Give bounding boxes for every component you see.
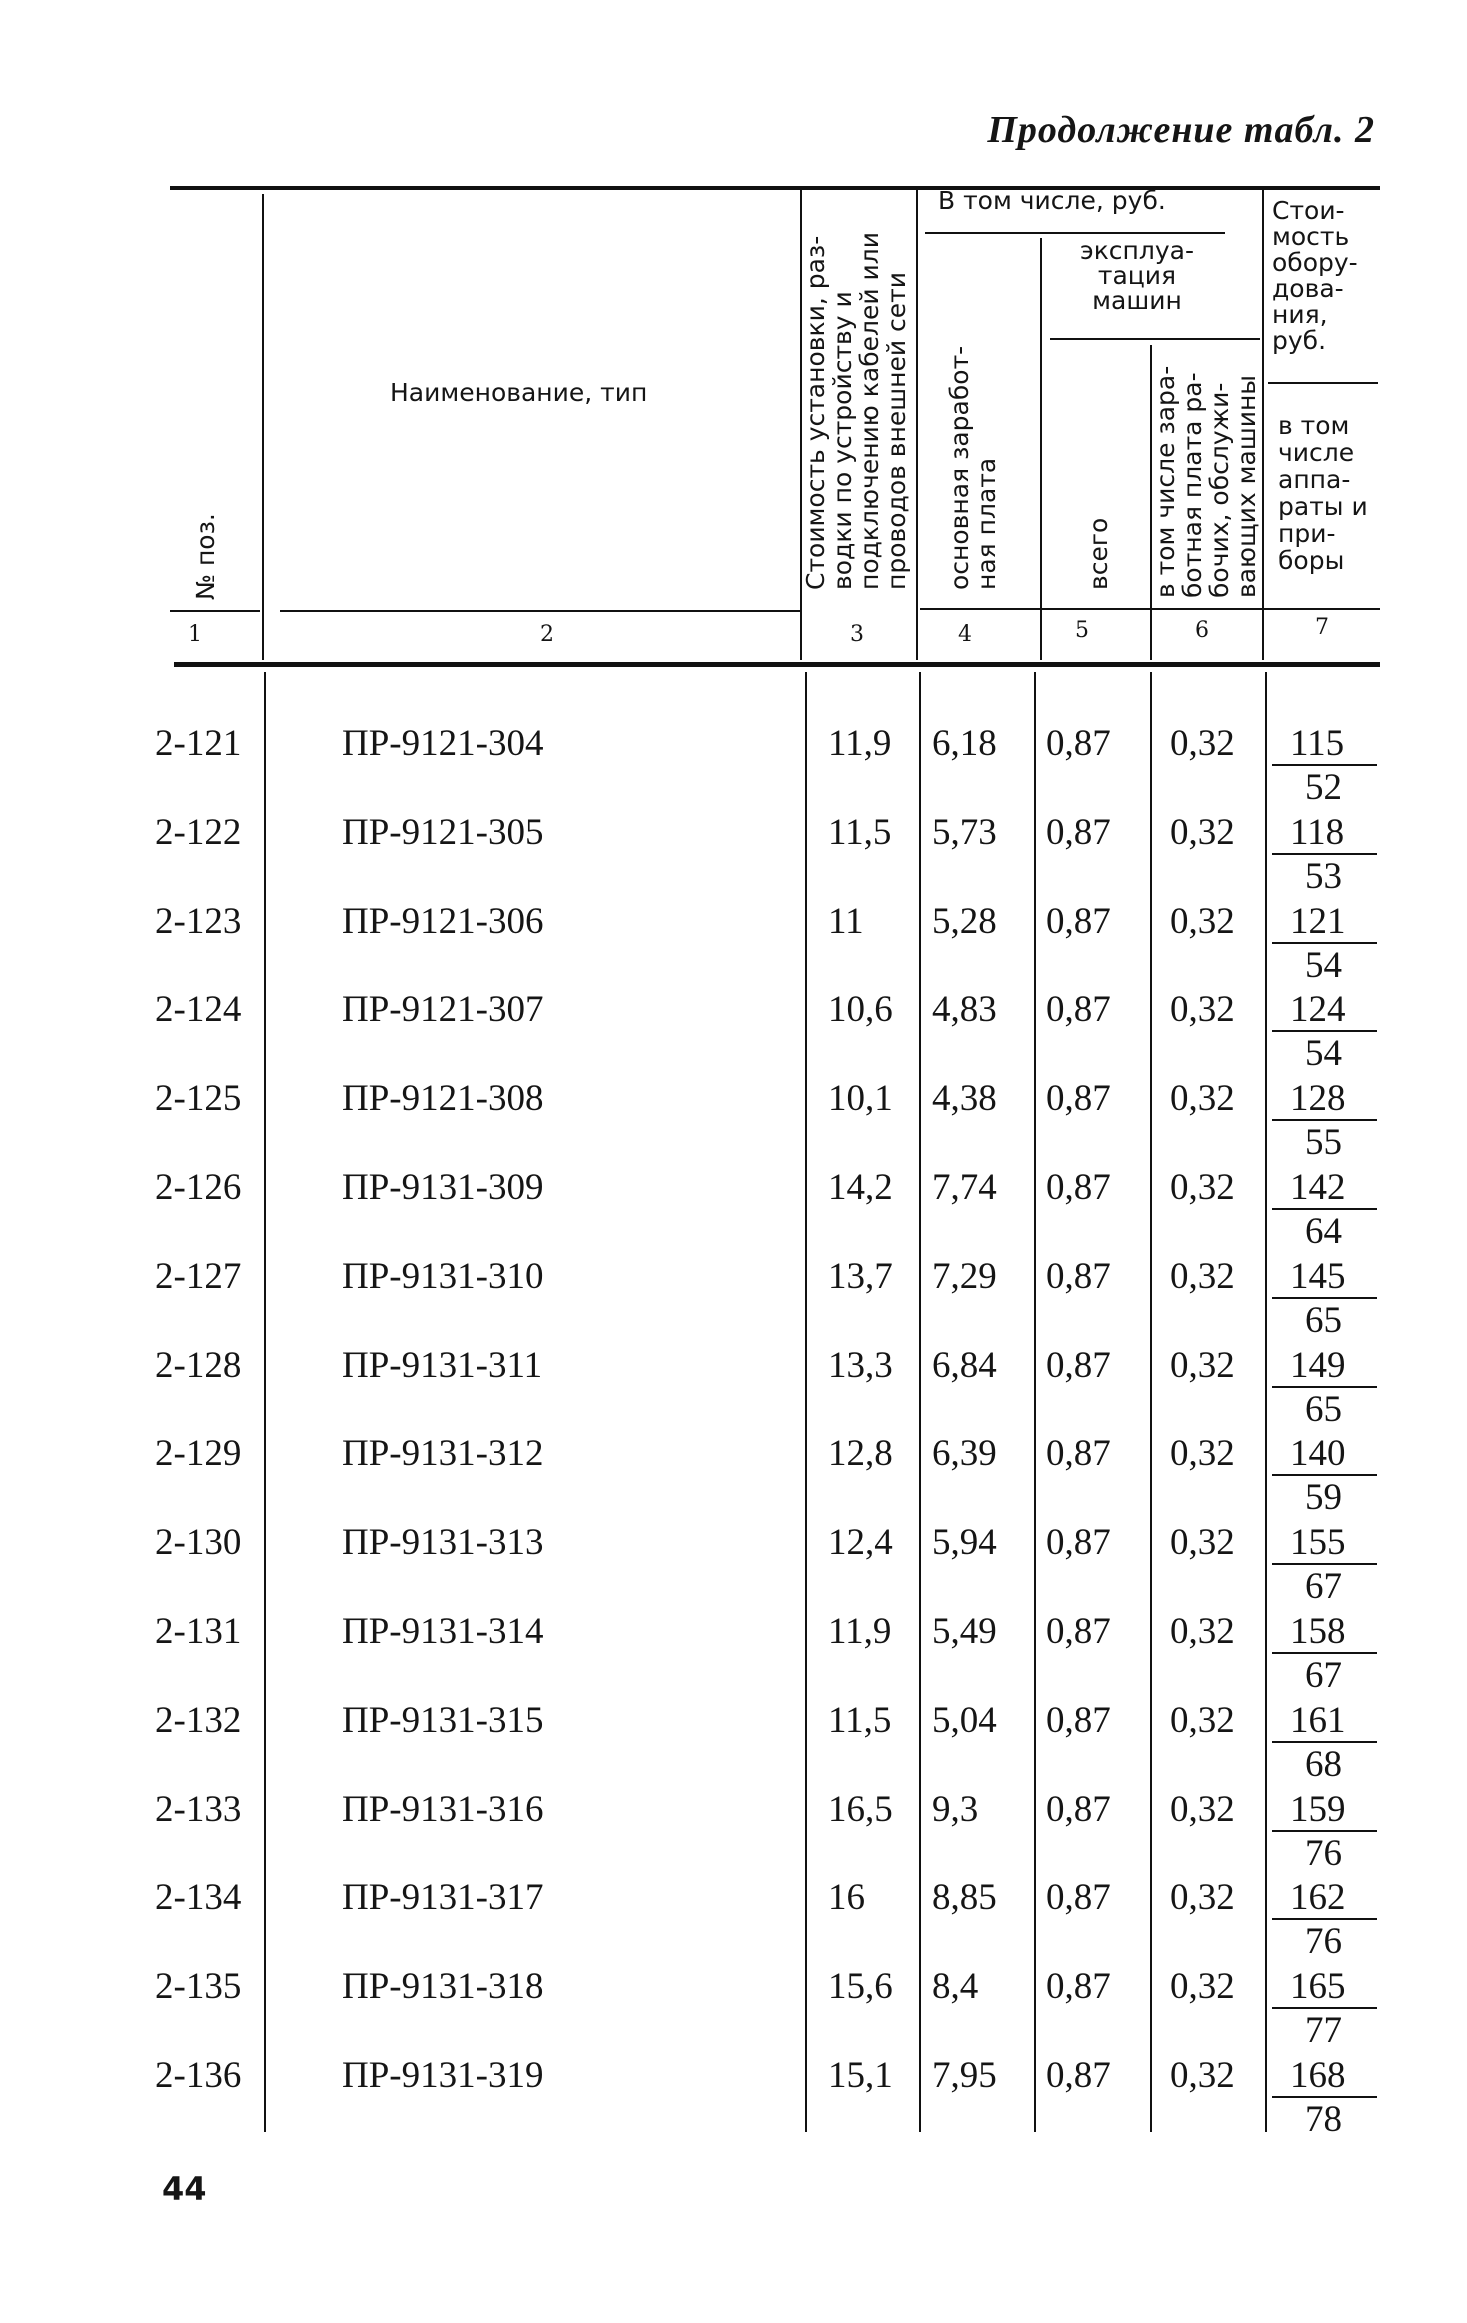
row-equipment-cost: 140: [1290, 1433, 1346, 1474]
row-pos: 2-124: [155, 989, 242, 1030]
row-devices-cost: 64: [1305, 1211, 1342, 1252]
row-pos: 2-129: [155, 1433, 242, 1474]
header-col7-bottom: в том числе аппа- раты и при- боры: [1278, 411, 1368, 575]
header-col1: № поз.: [191, 513, 220, 600]
row-machines-total: 0,87: [1046, 989, 1111, 1030]
row-machines-total: 0,87: [1046, 1078, 1111, 1119]
row-pos: 2-128: [155, 1345, 242, 1386]
row-name: ПР-9131-319: [342, 2055, 544, 2096]
col-number-6: 6: [1195, 618, 1209, 643]
row-machines-salary: 0,32: [1170, 2055, 1235, 2096]
row-machines-total: 0,87: [1046, 1345, 1111, 1386]
col-number-7: 7: [1315, 615, 1329, 640]
row-name: ПР-9121-305: [342, 812, 544, 853]
row-install-cost: 14,2: [828, 1167, 893, 1208]
row-install-cost: 16: [828, 1877, 865, 1918]
row-machines-salary: 0,32: [1170, 1345, 1235, 1386]
row-devices-cost: 59: [1305, 1477, 1342, 1518]
row-equipment-cost: 115: [1290, 723, 1345, 764]
row-pos: 2-133: [155, 1789, 242, 1830]
row-equipment-cost: 118: [1290, 812, 1345, 853]
row-devices-cost: 67: [1305, 1566, 1342, 1607]
row-machines-total: 0,87: [1046, 1433, 1111, 1474]
body-vline-6: [1265, 672, 1267, 2132]
row-install-cost: 16,5: [828, 1789, 893, 1830]
row-machines-salary: 0,32: [1170, 723, 1235, 764]
row-name: ПР-9131-311: [342, 1345, 543, 1386]
row-base-salary: 8,85: [932, 1877, 997, 1918]
page-number: 44: [162, 2170, 207, 2208]
row-devices-cost: 65: [1305, 1300, 1342, 1341]
row-install-cost: 11,9: [828, 1611, 892, 1652]
row-base-salary: 6,39: [932, 1433, 997, 1474]
row-base-salary: 5,28: [932, 901, 997, 942]
row-devices-cost: 65: [1305, 1389, 1342, 1430]
header-col7-top: Стои- мость обору- дова- ния, руб.: [1272, 196, 1358, 355]
col-number-3: 3: [850, 622, 864, 647]
row-devices-cost: 78: [1305, 2099, 1342, 2140]
row-pos: 2-125: [155, 1078, 242, 1119]
row-pos: 2-131: [155, 1611, 242, 1652]
row-devices-cost: 76: [1305, 1921, 1342, 1962]
row-pos: 2-132: [155, 1700, 242, 1741]
row-machines-salary: 0,32: [1170, 812, 1235, 853]
header-vline-1: [262, 194, 264, 660]
row-devices-cost: 54: [1305, 945, 1342, 986]
row-equipment-cost: 145: [1290, 1256, 1346, 1297]
row-devices-cost: 53: [1305, 856, 1342, 897]
colnum-top-rule-left: [170, 610, 260, 612]
header-vline-3: [916, 186, 918, 660]
header-exploit-label: эксплуа- тация машин: [1079, 236, 1195, 315]
row-base-salary: 6,18: [932, 723, 997, 764]
row-equipment-cost: 155: [1290, 1522, 1346, 1563]
row-base-salary: 6,84: [932, 1345, 997, 1386]
row-equipment-cost: 142: [1290, 1167, 1346, 1208]
row-name: ПР-9121-307: [342, 989, 544, 1030]
row-machines-total: 0,87: [1046, 1256, 1111, 1297]
body-vline-2: [805, 672, 807, 2132]
row-machines-salary: 0,32: [1170, 1078, 1235, 1119]
row-base-salary: 4,83: [932, 989, 997, 1030]
colnum-top-rule: [280, 610, 800, 612]
header-col2: Наименование, тип: [390, 378, 648, 407]
row-machines-total: 0,87: [1046, 1167, 1111, 1208]
row-install-cost: 15,6: [828, 1966, 893, 2007]
row-install-cost: 12,8: [828, 1433, 893, 1474]
row-install-cost: 11: [828, 901, 864, 942]
row-name: ПР-9131-318: [342, 1966, 544, 2007]
row-devices-cost: 52: [1305, 767, 1342, 808]
header-group-label: В том числе, руб.: [938, 186, 1166, 215]
row-machines-salary: 0,32: [1170, 1611, 1235, 1652]
row-install-cost: 15,1: [828, 2055, 893, 2096]
row-machines-total: 0,87: [1046, 812, 1111, 853]
row-install-cost: 11,5: [828, 812, 892, 853]
row-pos: 2-136: [155, 2055, 242, 2096]
row-equipment-cost: 121: [1290, 901, 1346, 942]
body-vline-4: [1034, 672, 1036, 2132]
row-machines-salary: 0,32: [1170, 1789, 1235, 1830]
col7-divider: [1268, 382, 1378, 384]
body-vline-3: [919, 672, 921, 2132]
col-number-1: 1: [188, 622, 202, 647]
row-pos: 2-127: [155, 1256, 242, 1297]
row-devices-cost: 77: [1305, 2010, 1342, 2051]
body-vline-5: [1150, 672, 1152, 2132]
row-base-salary: 5,49: [932, 1611, 997, 1652]
row-machines-salary: 0,32: [1170, 1700, 1235, 1741]
row-pos: 2-122: [155, 812, 242, 853]
header-col6: в том числе зара- ботная плата ра- бочих, обслужи- вающих машины: [1151, 365, 1261, 598]
header-col5: всего: [1084, 517, 1113, 590]
header-vline-4: [1040, 238, 1042, 660]
row-install-cost: 13,3: [828, 1345, 893, 1386]
row-devices-cost: 55: [1305, 1122, 1342, 1163]
row-pos: 2-134: [155, 1877, 242, 1918]
col-number-2: 2: [540, 622, 554, 647]
row-pos: 2-130: [155, 1522, 242, 1563]
table-top-rule: [170, 186, 1380, 190]
row-name: ПР-9131-317: [342, 1877, 544, 1918]
row-name: ПР-9121-308: [342, 1078, 544, 1119]
header-bottom-rule: [174, 662, 1380, 667]
row-name: ПР-9131-314: [342, 1611, 544, 1652]
row-machines-total: 0,87: [1046, 1877, 1111, 1918]
row-base-salary: 7,29: [932, 1256, 997, 1297]
col-number-4: 4: [958, 622, 972, 647]
row-machines-salary: 0,32: [1170, 1877, 1235, 1918]
row-name: ПР-9131-316: [342, 1789, 544, 1830]
row-equipment-cost: 149: [1290, 1345, 1346, 1386]
row-machines-total: 0,87: [1046, 2055, 1111, 2096]
row-base-salary: 7,95: [932, 2055, 997, 2096]
row-equipment-cost: 161: [1290, 1700, 1346, 1741]
row-machines-salary: 0,32: [1170, 1966, 1235, 2007]
row-base-salary: 5,04: [932, 1700, 997, 1741]
row-pos: 2-123: [155, 901, 242, 942]
row-name: ПР-9131-313: [342, 1522, 544, 1563]
page-title: Продолжение табл. 2: [987, 109, 1375, 151]
exploit-underline: [1050, 338, 1260, 340]
row-machines-salary: 0,32: [1170, 901, 1235, 942]
row-name: ПР-9131-315: [342, 1700, 544, 1741]
row-install-cost: 11,9: [828, 723, 892, 764]
row-name: ПР-9131-310: [342, 1256, 544, 1297]
header-vline-6: [1262, 186, 1264, 660]
row-name: ПР-9121-306: [342, 901, 544, 942]
row-machines-total: 0,87: [1046, 1522, 1111, 1563]
body-vline-1: [264, 672, 266, 2132]
row-machines-total: 0,87: [1046, 723, 1111, 764]
row-equipment-cost: 165: [1290, 1966, 1346, 2007]
row-install-cost: 13,7: [828, 1256, 893, 1297]
row-base-salary: 4,38: [932, 1078, 997, 1119]
row-install-cost: 10,1: [828, 1078, 893, 1119]
row-name: ПР-9121-304: [342, 723, 544, 764]
row-devices-cost: 68: [1305, 1744, 1342, 1785]
row-base-salary: 9,3: [932, 1789, 979, 1830]
row-pos: 2-121: [155, 723, 242, 764]
group-underline: [925, 232, 1225, 234]
row-machines-total: 0,87: [1046, 1700, 1111, 1741]
row-name: ПР-9131-309: [342, 1167, 544, 1208]
row-devices-cost: 67: [1305, 1655, 1342, 1696]
row-machines-total: 0,87: [1046, 1789, 1111, 1830]
row-devices-cost: 76: [1305, 1833, 1342, 1874]
row-base-salary: 5,94: [932, 1522, 997, 1563]
row-machines-salary: 0,32: [1170, 1522, 1235, 1563]
row-machines-total: 0,87: [1046, 1611, 1111, 1652]
col-number-5: 5: [1075, 618, 1089, 643]
row-machines-salary: 0,32: [1170, 1256, 1235, 1297]
row-base-salary: 8,4: [932, 1966, 979, 2007]
row-machines-salary: 0,32: [1170, 989, 1235, 1030]
row-machines-total: 0,87: [1046, 901, 1111, 942]
row-equipment-cost: 162: [1290, 1877, 1346, 1918]
row-base-salary: 5,73: [932, 812, 997, 853]
row-install-cost: 10,6: [828, 989, 893, 1030]
row-machines-salary: 0,32: [1170, 1433, 1235, 1474]
row-pos: 2-135: [155, 1966, 242, 2007]
row-equipment-cost: 128: [1290, 1078, 1346, 1119]
row-install-cost: 11,5: [828, 1700, 892, 1741]
row-devices-cost: 54: [1305, 1033, 1342, 1074]
row-machines-total: 0,87: [1046, 1966, 1111, 2007]
row-equipment-cost: 124: [1290, 989, 1346, 1030]
row-machines-salary: 0,32: [1170, 1167, 1235, 1208]
row-pos: 2-126: [155, 1167, 242, 1208]
row-base-salary: 7,74: [932, 1167, 997, 1208]
row-install-cost: 12,4: [828, 1522, 893, 1563]
row-equipment-cost: 159: [1290, 1789, 1346, 1830]
row-name: ПР-9131-312: [342, 1433, 544, 1474]
row-equipment-cost: 158: [1290, 1611, 1346, 1652]
row-equipment-cost: 168: [1290, 2055, 1346, 2096]
header-col3: Стоимость установки, раз- водки по устройству и подключению кабелей или проводов внешней сети: [801, 231, 911, 590]
header-col4: основная заработ- ная плата: [945, 345, 1001, 590]
